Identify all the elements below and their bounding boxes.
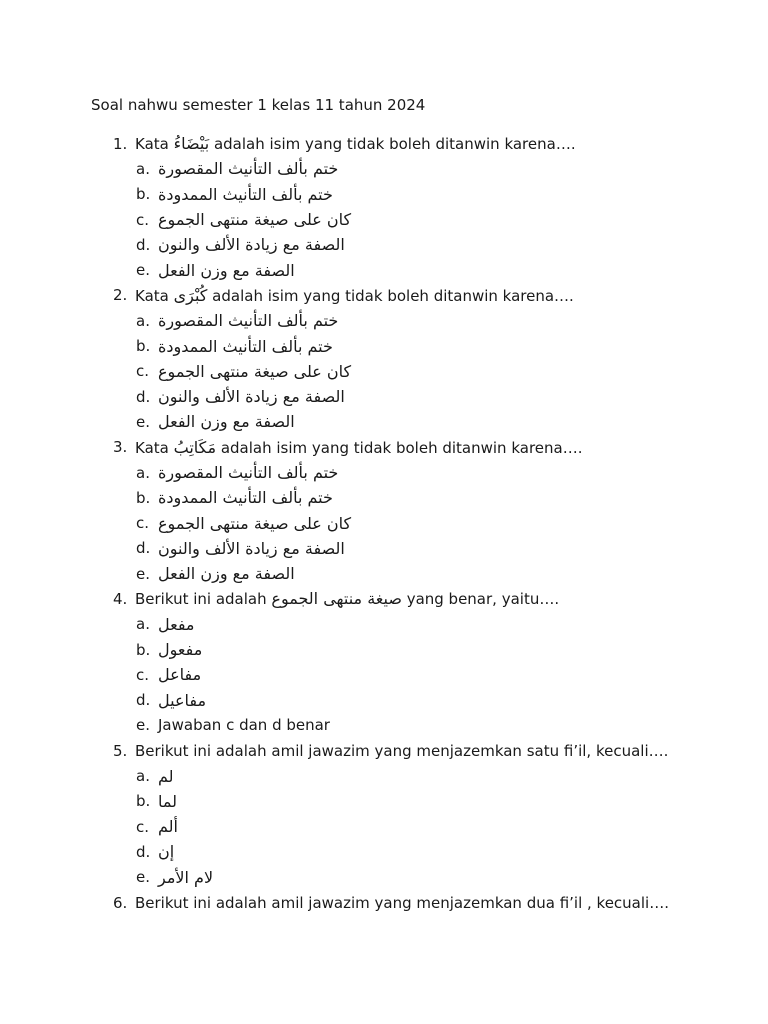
option-text: مفعل bbox=[158, 614, 195, 634]
option-item bbox=[0, 561, 768, 586]
option-item bbox=[0, 637, 768, 662]
option-item bbox=[0, 207, 768, 232]
option-text: الصفة مع زيادة الألف والنون bbox=[158, 387, 345, 407]
question-arabic-term: بَيْضَاءُ bbox=[173, 134, 210, 154]
option-item bbox=[0, 612, 768, 637]
option-text: ختم بألف التأنيث الممدودة bbox=[158, 488, 333, 508]
option-text: مفاعيل bbox=[158, 690, 207, 710]
option-item bbox=[0, 688, 768, 713]
option-list bbox=[0, 612, 768, 738]
option-letter: d. bbox=[136, 235, 151, 254]
question-item bbox=[0, 586, 768, 738]
option-item bbox=[0, 308, 768, 333]
question-text bbox=[135, 134, 576, 153]
option-letter: a. bbox=[136, 767, 150, 786]
question-text-before: Kata bbox=[135, 286, 174, 305]
option-letter: c. bbox=[136, 362, 150, 381]
question-number: 2. bbox=[113, 286, 128, 305]
option-item bbox=[0, 384, 768, 409]
option-item bbox=[0, 182, 768, 207]
option-letter: a. bbox=[136, 159, 150, 178]
option-text: لما bbox=[158, 791, 177, 811]
option-text: كان على صيغة منتهى الجموع bbox=[158, 361, 352, 381]
question-line bbox=[0, 586, 768, 611]
question-text: Berikut ini adalah amil jawazim yang menjazemkan satu fi’il, kecuali…. bbox=[135, 741, 669, 760]
option-item bbox=[0, 460, 768, 485]
question-arabic-term: كُبْرَى bbox=[173, 285, 208, 305]
option-letter: d. bbox=[136, 539, 151, 558]
option-letter: e. bbox=[136, 412, 150, 431]
option-text: Jawaban c dan d benar bbox=[158, 716, 330, 735]
option-letter: b. bbox=[136, 488, 151, 507]
question-text bbox=[135, 438, 582, 457]
question-number: 6. bbox=[113, 893, 128, 912]
question-number: 1. bbox=[113, 134, 128, 153]
option-list bbox=[0, 460, 768, 586]
option-item bbox=[0, 839, 768, 864]
question-arabic-term: صيغة منتهى الجموع bbox=[271, 589, 402, 609]
question-text bbox=[135, 286, 574, 305]
document-title: Soal nahwu semester 1 kelas 11 tahun 2024 bbox=[91, 96, 426, 114]
option-item bbox=[0, 359, 768, 384]
option-text: الصفة مع وزن الفعل bbox=[158, 260, 295, 280]
question-list bbox=[0, 131, 768, 915]
option-item bbox=[0, 865, 768, 890]
question-line bbox=[0, 435, 768, 460]
option-letter: b. bbox=[136, 185, 151, 204]
option-text: الصفة مع زيادة الألف والنون bbox=[158, 538, 345, 558]
question-number: 4. bbox=[113, 589, 128, 608]
option-text: لام الأمر bbox=[158, 867, 214, 887]
option-letter: b. bbox=[136, 640, 151, 659]
option-text: ختم بألف التأنيث المقصورة bbox=[158, 311, 339, 331]
option-item bbox=[0, 510, 768, 535]
option-text: ألم bbox=[158, 817, 178, 837]
option-text: ختم بألف التأنيث المقصورة bbox=[158, 463, 339, 482]
question-arabic-term: مَكَاتِبُ bbox=[173, 437, 217, 457]
question-item bbox=[0, 283, 768, 435]
option-item bbox=[0, 763, 768, 788]
option-letter: c. bbox=[136, 665, 150, 684]
question-item bbox=[0, 738, 768, 890]
option-letter: d. bbox=[136, 842, 151, 861]
option-letter: c. bbox=[136, 817, 150, 836]
option-text: كان على صيغة منتهى الجموع bbox=[158, 210, 352, 230]
question-number: 3. bbox=[113, 438, 128, 457]
option-item bbox=[0, 156, 768, 181]
question-item bbox=[0, 435, 768, 587]
option-letter: a. bbox=[136, 463, 150, 482]
option-list bbox=[0, 156, 768, 282]
option-item bbox=[0, 662, 768, 687]
option-item bbox=[0, 713, 768, 738]
question-text bbox=[135, 589, 559, 608]
option-text: ختم بألف التأنيث الممدودة bbox=[158, 336, 333, 356]
question-line bbox=[0, 131, 768, 156]
question-text-before: Berikut ini adalah bbox=[135, 590, 272, 609]
option-text: ختم بألف التأنيث المقصورة bbox=[158, 159, 339, 179]
question-text-after: yang benar, yaitu…. bbox=[401, 590, 560, 609]
option-item bbox=[0, 257, 768, 282]
question-item bbox=[0, 131, 768, 283]
option-letter: e. bbox=[136, 716, 150, 735]
option-item bbox=[0, 814, 768, 839]
option-letter: a. bbox=[136, 311, 150, 330]
option-item bbox=[0, 409, 768, 434]
option-text: لم bbox=[158, 766, 174, 786]
option-text: ختم بألف التأنيث الممدودة bbox=[158, 184, 333, 204]
option-item bbox=[0, 333, 768, 358]
option-letter: c. bbox=[136, 514, 150, 533]
option-text: مفعول bbox=[158, 640, 203, 660]
question-item bbox=[0, 890, 768, 915]
option-text: الصفة مع زيادة الألف والنون bbox=[158, 235, 345, 255]
question-line bbox=[0, 738, 768, 763]
option-letter: d. bbox=[136, 691, 151, 710]
option-text: كان على صيغة منتهى الجموع bbox=[158, 513, 352, 533]
option-text: الصفة مع وزن الفعل bbox=[158, 564, 295, 584]
option-text: مفاعل bbox=[158, 665, 202, 685]
question-text: Berikut ini adalah amil jawazim yang menjazemkan dua fi’il , kecuali…. bbox=[135, 893, 669, 912]
option-letter: e. bbox=[136, 261, 150, 280]
option-item bbox=[0, 232, 768, 257]
option-text: إن bbox=[158, 842, 175, 862]
option-text: الصفة مع وزن الفعل bbox=[158, 412, 295, 432]
question-text-after: adalah isim yang tidak boleh ditanwin karena…. bbox=[216, 438, 583, 457]
option-letter: a. bbox=[136, 615, 150, 634]
option-list bbox=[0, 763, 768, 889]
option-item bbox=[0, 536, 768, 561]
question-line bbox=[0, 890, 768, 915]
option-letter: c. bbox=[136, 210, 150, 229]
question-text-before: Kata bbox=[135, 135, 174, 154]
question-line bbox=[0, 283, 768, 308]
option-letter: d. bbox=[136, 387, 151, 406]
option-letter: b. bbox=[136, 792, 151, 811]
option-item bbox=[0, 789, 768, 814]
option-list bbox=[0, 308, 768, 434]
question-text-after: adalah isim yang tidak boleh ditanwin karena…. bbox=[207, 286, 574, 305]
option-item bbox=[0, 485, 768, 510]
option-letter: b. bbox=[136, 337, 151, 356]
option-letter: e. bbox=[136, 564, 150, 583]
question-text-before: Kata bbox=[135, 438, 174, 457]
option-letter: e. bbox=[136, 868, 150, 887]
question-number: 5. bbox=[113, 741, 128, 760]
question-text-after: adalah isim yang tidak boleh ditanwin karena…. bbox=[209, 135, 576, 154]
